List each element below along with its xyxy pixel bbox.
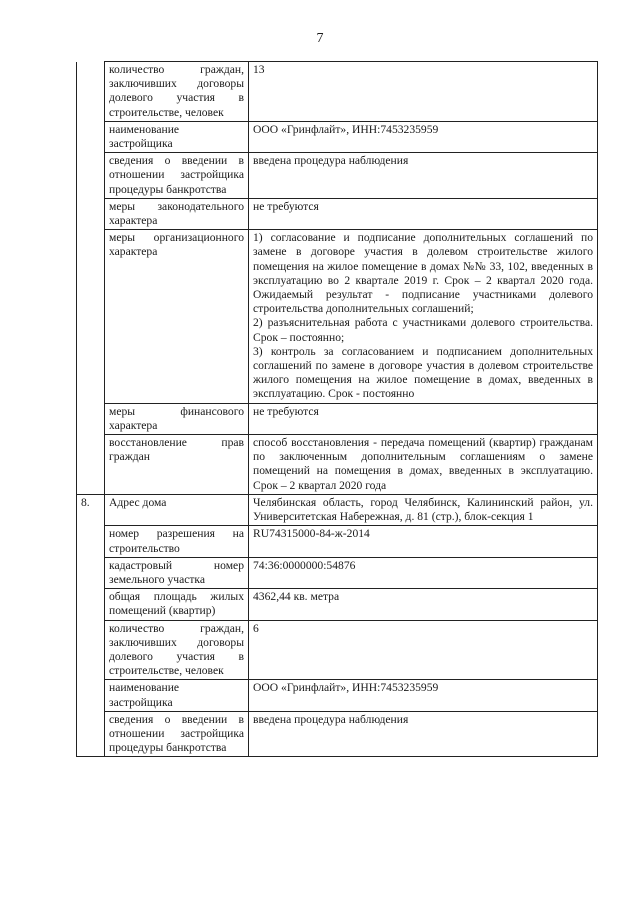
value-text: введена процедура наблюдения [253,712,409,726]
table-row [77,121,598,152]
table-row [77,526,598,557]
value-text: 6 [253,621,259,635]
housing-info-table [76,61,598,757]
value-text: Челябинская область, город Челябинск, Калининский район, ул. Университетская Набережная, д. 81 (стр.), блок-секция 1 [253,495,593,524]
table-row [77,403,598,434]
row-label: наименование застройщика [105,680,249,711]
value-text: 1) согласование и подписание дополнительных соглашений по замене в договоре участия в долевом строительстве жилого помещения на жилое помещение в домах №№ 33, 102, введенных в эксплуатацию во 2 квартале 2019 г. Срок – 2 квартал 2020 года. Ожидаемый результат - подписание участниками долевого строительства дополнительных соглашений; [253,231,593,316]
row-label: наименование застройщика [105,121,249,152]
row-value [249,153,598,199]
table-row [77,557,598,588]
row-value [249,230,598,403]
value-text: ООО «Гринфлайт», ИНН:7453235959 [253,681,439,695]
row-value [249,62,598,122]
row-value [249,435,598,495]
value-text: не требуются [253,404,319,418]
section-number: 8. [77,494,105,756]
page-number: 7 [316,31,324,46]
row-label: сведения о введении в отношении застройщика процедуры банкротства [105,711,249,757]
table-row [77,680,598,711]
value-text: 4362,44 кв. метра [253,590,340,604]
value-text: 2) разъяснительная работа с участниками долевого строительства. Срок – постоянно; [253,316,593,344]
row-label: количество граждан, заключивших договоры долевого участия в строительстве, человек [105,620,249,680]
row-label: количество граждан, заключивших договоры долевого участия в строительстве, человек [105,62,249,122]
row-number-cell [77,62,105,495]
row-label: меры организационного характера [105,230,249,403]
table-row [77,153,598,199]
table-row [77,494,598,525]
row-label: сведения о введении в отношении застройщика процедуры банкротства [105,153,249,199]
row-value [249,494,598,525]
table-row [77,711,598,757]
value-text: введена процедура наблюдения [253,154,409,168]
row-value [249,403,598,434]
row-value [249,526,598,557]
value-text: 3) контроль за согласованием и подписанием дополнительных соглашений по замене в договоре участия в долевом строительстве жилого помещения на жилое помещение в домах, введенных в эксплуатацию. Срок - постоянно [253,344,593,401]
row-value [249,680,598,711]
table-row [77,198,598,229]
table-row [77,435,598,495]
table-row [77,62,598,122]
row-label: кадастровый номер земельного участка [105,557,249,588]
row-value [249,711,598,757]
value-text: способ восстановления - передача помещений (квартир) гражданам по заключенным дополнительным соглашениям о замене помещений на помещения в домах, введенных в эксплуатацию. Срок – 2 квартал 2020 года [253,436,593,492]
row-label: номер разрешения на строительство [105,526,249,557]
value-text: ООО «Гринфлайт», ИНН:7453235959 [253,122,439,136]
table-body [77,62,598,757]
row-value [249,198,598,229]
row-label: Адрес дома [105,494,249,525]
table-row [77,589,598,620]
row-value [249,121,598,152]
row-label: общая площадь жилых помещений (квартир) [105,589,249,620]
row-label: меры финансового характера [105,403,249,434]
row-value [249,620,598,680]
value-text: не требуются [253,199,319,213]
row-value [249,557,598,588]
row-label: меры законодательного характера [105,198,249,229]
value-text: 13 [253,63,265,76]
value-text: 74:36:0000000:54876 [253,558,356,572]
row-value [249,589,598,620]
value-text: RU74315000-84-ж-2014 [253,527,370,541]
table-row [77,230,598,403]
row-label: восстановление прав граждан [105,435,249,495]
table-row [77,620,598,680]
